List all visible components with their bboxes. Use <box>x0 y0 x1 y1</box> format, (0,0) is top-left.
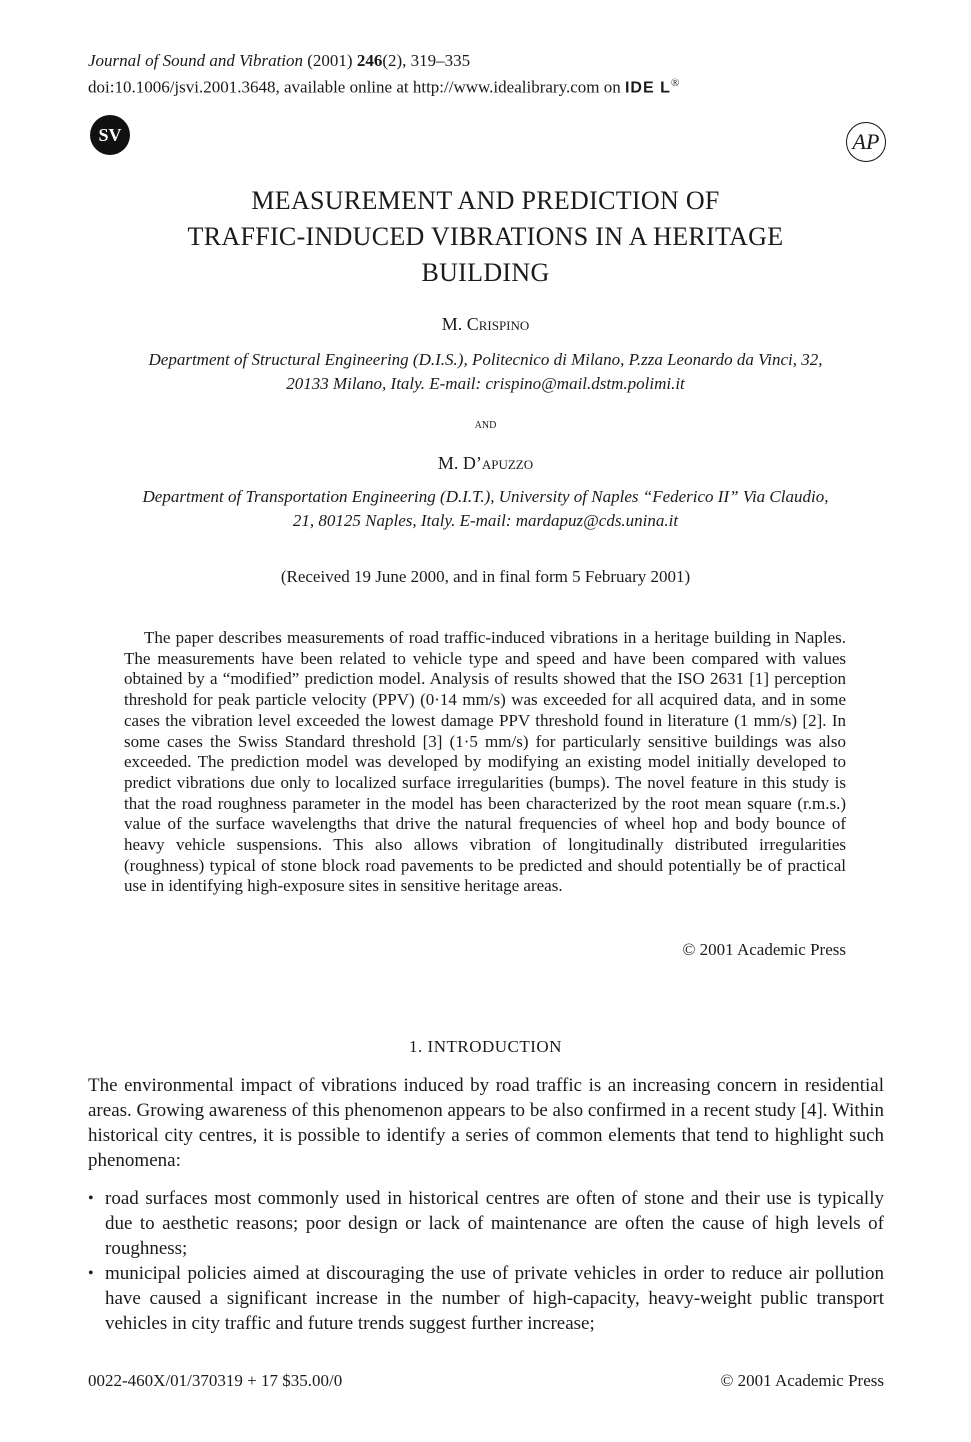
author-2-affil-line-2: 21, 80125 Naples, Italy. E-mail: mardapuz@cds.unina.it <box>292 511 679 530</box>
abstract-copyright: © 2001 Academic Press <box>682 940 846 959</box>
journal-volume: 246 <box>356 51 383 70</box>
list-item: • municipal policies aimed at discouraging the use of private vehicles in order to reduce air pollution have caused a significant increase in the number of high-capacity, heavy-weight public transport vehicles in city traffic and future trends suggest further increase; <box>88 1261 884 1336</box>
title-line-3: BUILDING <box>421 258 550 287</box>
intro-paragraph: The environmental impact of vibrations induced by road traffic is an increasing concern in residential areas. Growing awareness of this phenomenon appears to be also confirmed in a recent study [4]. Within historical city centres, it is possible to identify a series of common elements that tend to highlight such phenomena: <box>88 1075 884 1171</box>
author-1-affil-line-2: 20133 Milano, Italy. E-mail: crispino@mail.dstm.polimi.it <box>286 374 685 393</box>
received-dates: (Received 19 June 2000, and in final form 5 February 2001) <box>280 567 691 586</box>
journal-year: (2001) <box>307 51 353 70</box>
author-2-affiliation <box>80 485 891 533</box>
and-separator: and <box>474 417 497 432</box>
registered-mark: ® <box>670 77 680 89</box>
author-2-affil-line-1: Department of Transportation Engineering (D.I.T.), University of Naples “Federico II” Via Claudio, <box>142 487 829 506</box>
list-item: • road surfaces most commonly used in historical centres are often of stone and their use is typically due to aesthetic reasons; poor design or lack of maintenance are often the cause of high levels of roughness; <box>88 1186 884 1261</box>
paper-title <box>100 183 871 291</box>
sv-logo-text: SV <box>98 124 122 145</box>
doi-text[interactable]: doi:10.1006/jsvi.2001.3648, available online at http://www.idealibrary.com on <box>88 77 621 97</box>
ap-logo-text: AP <box>852 129 880 154</box>
title-line-1: MEASUREMENT AND PREDICTION OF <box>251 186 720 215</box>
bullet-list <box>88 1186 884 1336</box>
section-heading: 1. INTRODUCTION <box>409 1037 562 1056</box>
author-1-affiliation <box>80 348 891 396</box>
journal-name: Journal of Sound and Vibration <box>88 51 304 70</box>
author-1-name: M. Crispino <box>441 314 530 334</box>
abstract: The paper describes measurements of road traffic-induced vibrations in a heritage building in Naples. The measurements have been related to vehicle type and speed and have been compared with values obtained by a “modified” prediction model. Analysis of results showed that the ISO 2631 [1] perception threshold for peak particle velocity (PPV) (0·14 mm/s) was exceeded for all acquired data, and in some cases the vibration level exceeded the lowest damage PPV threshold found in literature (1 mm/s) [2]. In some cases the Swiss Standard threshold [3] (1·5 mm/s) for particularly sensitive buildings was also exceeded. The prediction model was developed by modifying an existing model initially developed to predict vibrations due only to localized surface irregularities (bumps). The novel feature in this study is that the road roughness parameter in the model has been characterized by the root mean square (r.m.s.) value of the surface wavelengths that drive the natural frequencies of wheel hop and body bounce of heavy vehicle suspensions. This also allows vibration of longitudinally distributed irregularities (roughness) typical of stone block road pavements to be predicted and should potentially be of practical use in identifying high-exposure sites in sensitive heritage areas. <box>124 628 846 896</box>
author-2-name: M. D’apuzzo <box>437 453 534 473</box>
ideal-logo: IDE L <box>624 79 671 97</box>
journal-header <box>88 50 679 100</box>
author-1-affil-line-1: Department of Structural Engineering (D.I.S.), Politecnico di Milano, P.zza Leonardo da Vinci, 32, <box>148 350 823 369</box>
ap-logo-icon <box>846 122 886 162</box>
title-line-2: TRAFFIC-INDUCED VIBRATIONS IN A HERITAGE <box>187 222 784 251</box>
journal-issue-pages: (2), 319–335 <box>382 51 471 70</box>
citation-line <box>88 50 679 72</box>
footer-issn: 0022-460X/01/370319 + 17 $35.00/0 <box>88 1371 343 1390</box>
sv-logo-icon <box>90 115 130 155</box>
doi-line <box>88 72 679 100</box>
footer-copyright: © 2001 Academic Press <box>720 1371 884 1390</box>
